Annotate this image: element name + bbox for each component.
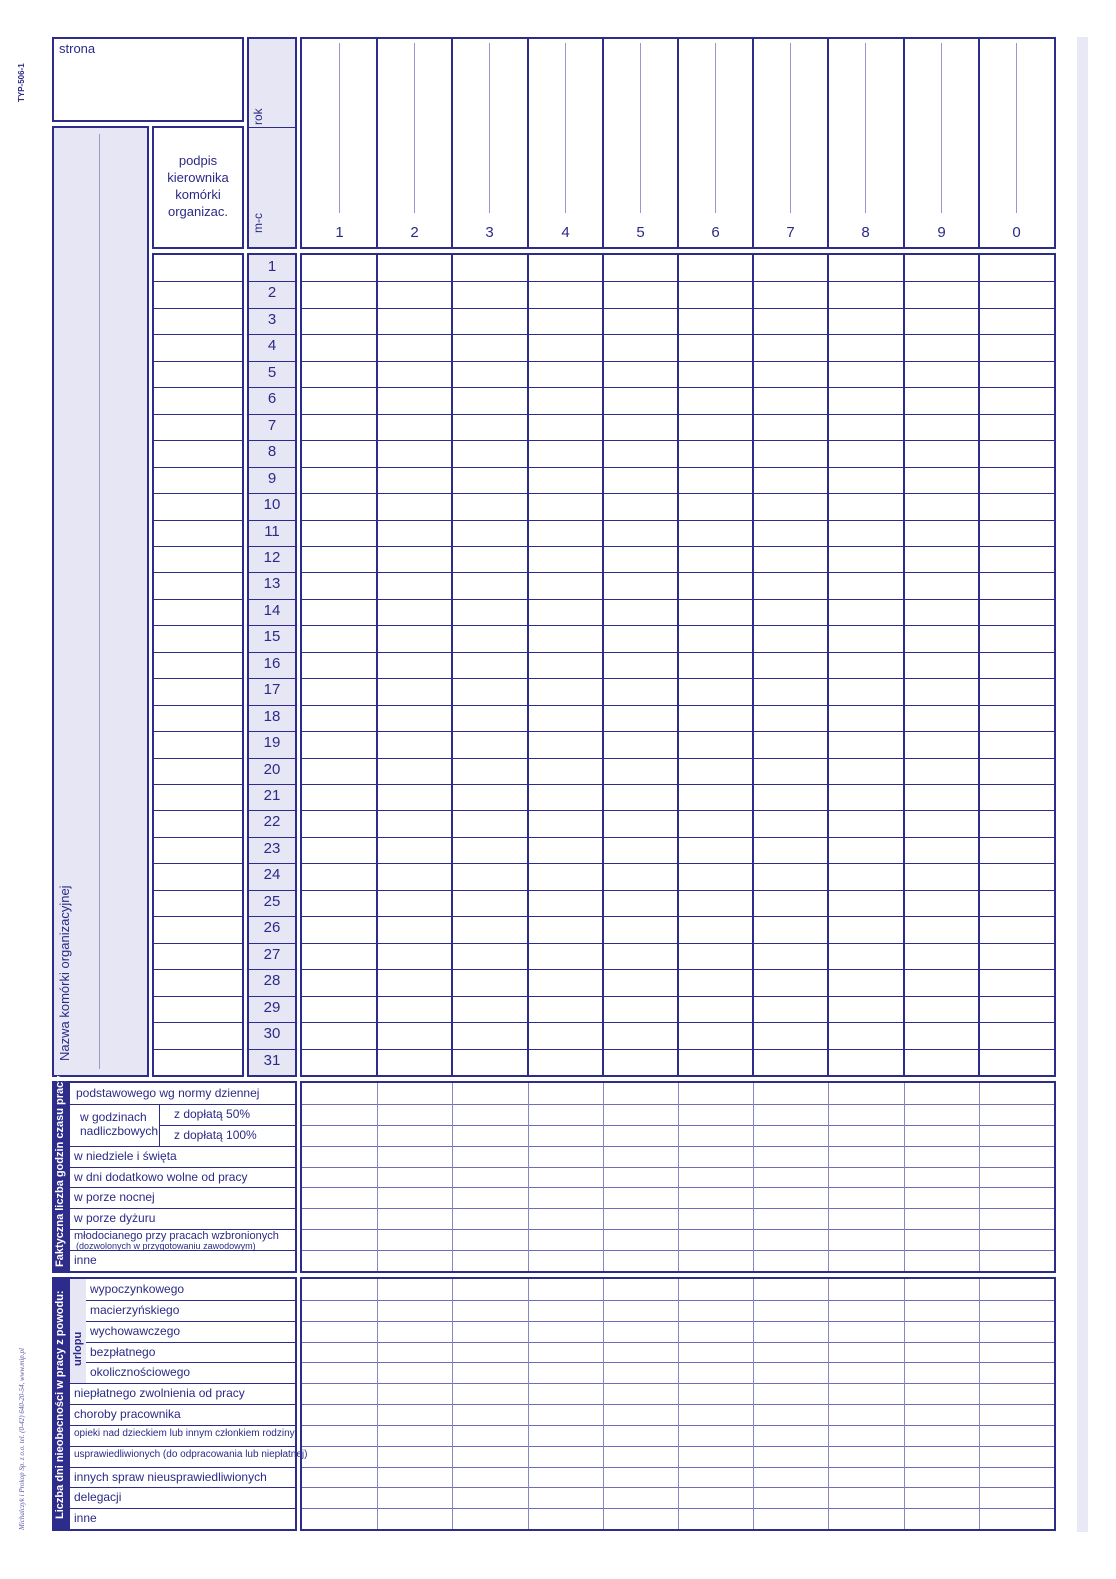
signature-cell[interactable] xyxy=(154,943,242,969)
column-divider xyxy=(602,39,604,247)
row-divider xyxy=(86,1342,295,1343)
column-divider xyxy=(978,255,980,1075)
column-guide xyxy=(339,43,340,213)
day-number: 12 xyxy=(263,549,281,566)
row-divider xyxy=(249,520,295,521)
row-divider xyxy=(249,705,295,706)
absence-row-label: wypoczynkowego xyxy=(90,1282,185,1296)
column-divider xyxy=(979,1279,980,1529)
row-divider xyxy=(249,916,295,917)
column-number: 1 xyxy=(335,224,344,241)
column-divider xyxy=(451,255,453,1075)
day-number: 10 xyxy=(263,496,281,513)
signature-cell[interactable] xyxy=(154,281,242,307)
column-divider xyxy=(904,1083,905,1271)
row-divider xyxy=(70,1425,295,1426)
column-number: 8 xyxy=(861,224,870,241)
day-number: 18 xyxy=(263,708,281,725)
column-divider xyxy=(978,39,980,247)
signature-cell[interactable] xyxy=(154,255,242,281)
column-guide xyxy=(715,43,716,213)
absence-section-labels xyxy=(52,1277,308,1531)
row-divider xyxy=(249,758,295,759)
day-number: 25 xyxy=(263,893,281,910)
row-divider xyxy=(249,784,295,785)
column-divider xyxy=(602,255,604,1075)
signature-cell[interactable] xyxy=(154,1022,242,1048)
signature-cell[interactable] xyxy=(154,890,242,916)
absence-row-label: macierzyńskiego xyxy=(90,1303,180,1317)
row-divider xyxy=(70,1187,295,1188)
day-number: 16 xyxy=(263,655,281,672)
hours-row-label: w porze dyżuru xyxy=(74,1211,156,1225)
column-divider xyxy=(828,1083,829,1271)
row-divider xyxy=(70,1146,295,1147)
hours-row-label: podstawowego wg normy dziennej xyxy=(76,1086,260,1100)
signature-label-line: kierownika xyxy=(167,170,229,185)
column-divider xyxy=(677,255,679,1075)
day-number: 4 xyxy=(267,337,277,354)
row-divider xyxy=(249,493,295,494)
row-divider xyxy=(249,361,295,362)
signature-cell[interactable] xyxy=(154,916,242,942)
signature-cell[interactable] xyxy=(154,440,242,466)
hours-row-label: w porze nocnej xyxy=(74,1190,155,1204)
row-divider xyxy=(70,1467,295,1468)
hours-row-label: w niedziele i święta xyxy=(74,1149,177,1163)
page-number-box[interactable] xyxy=(52,37,244,122)
month-label: m-c xyxy=(251,213,265,233)
day-number: 5 xyxy=(267,364,277,381)
unit-name-box[interactable] xyxy=(52,126,149,1077)
row-divider xyxy=(249,731,295,732)
signature-cell[interactable] xyxy=(154,731,242,757)
column-guide xyxy=(565,43,566,213)
column-divider xyxy=(827,255,829,1075)
absence-section-title: Liczba dni nieobecności w pracy z powodu: xyxy=(54,1290,66,1519)
row-divider xyxy=(249,943,295,944)
row-divider xyxy=(249,810,295,811)
day-number: 29 xyxy=(263,999,281,1016)
row-divider xyxy=(249,996,295,997)
column-divider xyxy=(677,39,679,247)
column-divider xyxy=(752,39,754,247)
signature-cell[interactable] xyxy=(154,758,242,784)
row-divider xyxy=(249,334,295,335)
day-number: 9 xyxy=(267,470,277,487)
row-divider xyxy=(249,572,295,573)
column-number: 0 xyxy=(1012,224,1021,241)
row-divider xyxy=(249,599,295,600)
hours-row-label: w dni dodatkowo wolne od pracy xyxy=(74,1170,248,1184)
signature-cell[interactable] xyxy=(154,996,242,1022)
column-divider xyxy=(527,39,529,247)
right-margin-strip xyxy=(1077,37,1088,1532)
row-divider xyxy=(86,1362,295,1363)
column-guide xyxy=(489,43,490,213)
signature-cell[interactable] xyxy=(154,334,242,360)
column-divider xyxy=(377,1279,378,1529)
columns-header xyxy=(300,37,1056,249)
overtime-divider xyxy=(159,1104,160,1146)
row-divider xyxy=(249,1049,295,1050)
signature-cell[interactable] xyxy=(154,572,242,598)
column-guide xyxy=(941,43,942,213)
year-month-box xyxy=(247,37,297,249)
row-divider xyxy=(249,281,295,282)
signature-cell[interactable] xyxy=(154,969,242,995)
day-number: 14 xyxy=(263,602,281,619)
column-divider xyxy=(678,1279,679,1529)
signature-label-line: organizac. xyxy=(168,204,228,219)
column-divider xyxy=(528,1279,529,1529)
absence-row-label: wychowawczego xyxy=(90,1324,181,1338)
column-divider xyxy=(753,1083,754,1271)
day-number: 20 xyxy=(263,761,281,778)
signature-header xyxy=(152,126,244,249)
overtime-label xyxy=(80,1110,158,1138)
day-number: 2 xyxy=(267,284,277,301)
day-number: 3 xyxy=(267,311,277,328)
row-divider xyxy=(249,625,295,626)
signature-cell[interactable] xyxy=(154,837,242,863)
row-divider xyxy=(249,467,295,468)
row-divider xyxy=(70,1446,295,1447)
hours-row-label: młodocianego przy pracach wzbronionych xyxy=(74,1230,279,1242)
absence-row-label: opieki nad dzieckiem lub innym członkiem rodziny xyxy=(74,1428,295,1439)
row-divider xyxy=(70,1104,295,1105)
column-divider xyxy=(452,1083,453,1271)
column-guide xyxy=(790,43,791,213)
overtime-label-line: w godzinach xyxy=(80,1110,147,1124)
absence-row-label: niepłatnego zwolnienia od pracy xyxy=(74,1386,245,1400)
day-number: 23 xyxy=(263,840,281,857)
hours-section-labels xyxy=(52,1075,297,1273)
signature-cell[interactable] xyxy=(154,810,242,836)
hours-grid[interactable] xyxy=(300,1081,1056,1273)
column-divider xyxy=(903,255,905,1075)
column-divider xyxy=(828,1279,829,1529)
row-divider xyxy=(70,1383,295,1384)
attendance-grid[interactable] xyxy=(300,253,1056,1077)
hours-row-label: z dopłatą 50% xyxy=(174,1107,251,1121)
column-number: 6 xyxy=(711,224,720,241)
day-numbers-column xyxy=(247,253,297,1077)
absence-row-label: innych spraw nieusprawiedliwionych xyxy=(74,1470,267,1484)
row-divider xyxy=(249,1022,295,1023)
signature-cell[interactable] xyxy=(154,599,242,625)
year-label: rok xyxy=(251,108,265,125)
hours-row-label: inne xyxy=(74,1253,97,1267)
signature-cell[interactable] xyxy=(154,520,242,546)
form-code: TYP-506-1 xyxy=(17,63,26,102)
column-divider xyxy=(603,1083,604,1271)
column-number: 3 xyxy=(485,224,494,241)
column-divider xyxy=(752,255,754,1075)
absence-row-label: delegacji xyxy=(74,1490,122,1504)
signature-label-line: podpis xyxy=(178,153,218,168)
absence-row-label: choroby pracownika xyxy=(74,1407,181,1421)
day-number: 17 xyxy=(263,681,281,698)
day-number: 6 xyxy=(267,390,277,407)
row-divider xyxy=(86,1321,295,1322)
absence-row-label: bezpłatnego xyxy=(90,1345,156,1359)
row-divider xyxy=(70,1508,295,1509)
column-number: 5 xyxy=(636,224,645,241)
unit-name-label: Nazwa komórki organizacyjnej xyxy=(57,885,72,1061)
row-divider xyxy=(249,969,295,970)
signature-cell[interactable] xyxy=(154,387,242,413)
row-divider xyxy=(86,1300,295,1301)
page-label: strona xyxy=(59,41,96,56)
column-divider xyxy=(678,1083,679,1271)
row-divider xyxy=(249,863,295,864)
column-divider xyxy=(451,39,453,247)
column-guide xyxy=(414,43,415,213)
row-divider xyxy=(249,652,295,653)
signature-cell[interactable] xyxy=(154,308,242,334)
day-number: 1 xyxy=(267,258,277,275)
day-number: 28 xyxy=(263,972,281,989)
signature-label-line: komórki xyxy=(175,187,221,202)
column-guide xyxy=(865,43,866,213)
hours-section-title: Faktyczna liczba godzin czasu pracy xyxy=(54,1075,66,1267)
day-number: 11 xyxy=(264,523,280,540)
row-divider xyxy=(249,837,295,838)
column-divider xyxy=(903,39,905,247)
column-divider xyxy=(376,255,378,1075)
column-divider xyxy=(827,39,829,247)
row-divider xyxy=(160,1125,295,1126)
signature-cell[interactable] xyxy=(154,705,242,731)
row-divider xyxy=(249,387,295,388)
day-number: 31 xyxy=(263,1052,281,1069)
row-divider xyxy=(70,1167,295,1168)
absence-row-label: inne xyxy=(74,1511,97,1525)
day-number: 30 xyxy=(263,1025,281,1042)
publisher-note: Michalczyk i Prokop Sp. z o.o. tel. (0-42) 640-20-54, www.mip.pl xyxy=(18,1348,26,1530)
hours-row-label: z dopłatą 100% xyxy=(174,1128,257,1142)
signature-cell[interactable] xyxy=(154,678,242,704)
absence-row-label: usprawiedliwionych (do odpracowania lub niepłatnej) xyxy=(74,1449,308,1460)
signature-cell[interactable] xyxy=(154,546,242,572)
column-number: 2 xyxy=(410,224,419,241)
column-divider xyxy=(603,1279,604,1529)
day-number: 27 xyxy=(263,946,281,963)
column-divider xyxy=(452,1279,453,1529)
row-divider xyxy=(249,308,295,309)
day-number: 8 xyxy=(267,443,277,460)
overtime-label-line: nadliczbowych xyxy=(80,1124,159,1138)
row-divider xyxy=(249,414,295,415)
day-number: 21 xyxy=(263,787,281,804)
day-number: 7 xyxy=(267,417,277,434)
column-divider xyxy=(979,1083,980,1271)
signature-cell[interactable] xyxy=(154,625,242,651)
row-divider xyxy=(249,546,295,547)
signature-cell[interactable] xyxy=(154,1049,242,1075)
column-guide xyxy=(640,43,641,213)
signature-cell[interactable] xyxy=(154,863,242,889)
column-divider xyxy=(527,255,529,1075)
day-number: 24 xyxy=(263,866,281,883)
absence-grid[interactable] xyxy=(300,1277,1056,1531)
day-number: 26 xyxy=(263,919,281,936)
signature-cell[interactable] xyxy=(154,361,242,387)
column-number: 9 xyxy=(937,224,946,241)
leave-label: urlopu xyxy=(72,1331,84,1366)
column-divider xyxy=(753,1279,754,1529)
signature-cell[interactable] xyxy=(154,784,242,810)
column-number: 7 xyxy=(786,224,795,241)
signature-cell[interactable] xyxy=(154,493,242,519)
column-divider xyxy=(904,1279,905,1529)
column-guide xyxy=(1016,43,1017,213)
day-number: 13 xyxy=(263,575,281,592)
day-number: 22 xyxy=(263,813,281,830)
row-divider xyxy=(249,440,295,441)
row-divider xyxy=(70,1487,295,1488)
signature-cell[interactable] xyxy=(154,652,242,678)
absence-row-label: okolicznościowego xyxy=(90,1365,191,1379)
youth-note: (dozwolonych w przygotowaniu zawodowym) xyxy=(76,1241,256,1251)
row-divider xyxy=(70,1208,295,1209)
column-number: 4 xyxy=(561,224,570,241)
column-divider xyxy=(528,1083,529,1271)
signature-column xyxy=(152,253,244,1077)
signature-cell[interactable] xyxy=(154,414,242,440)
column-divider xyxy=(376,39,378,247)
row-divider xyxy=(70,1404,295,1405)
row-divider xyxy=(249,678,295,679)
row-divider xyxy=(249,890,295,891)
day-number: 15 xyxy=(263,628,281,645)
column-divider xyxy=(377,1083,378,1271)
day-number: 19 xyxy=(263,734,281,751)
signature-cell[interactable] xyxy=(154,467,242,493)
